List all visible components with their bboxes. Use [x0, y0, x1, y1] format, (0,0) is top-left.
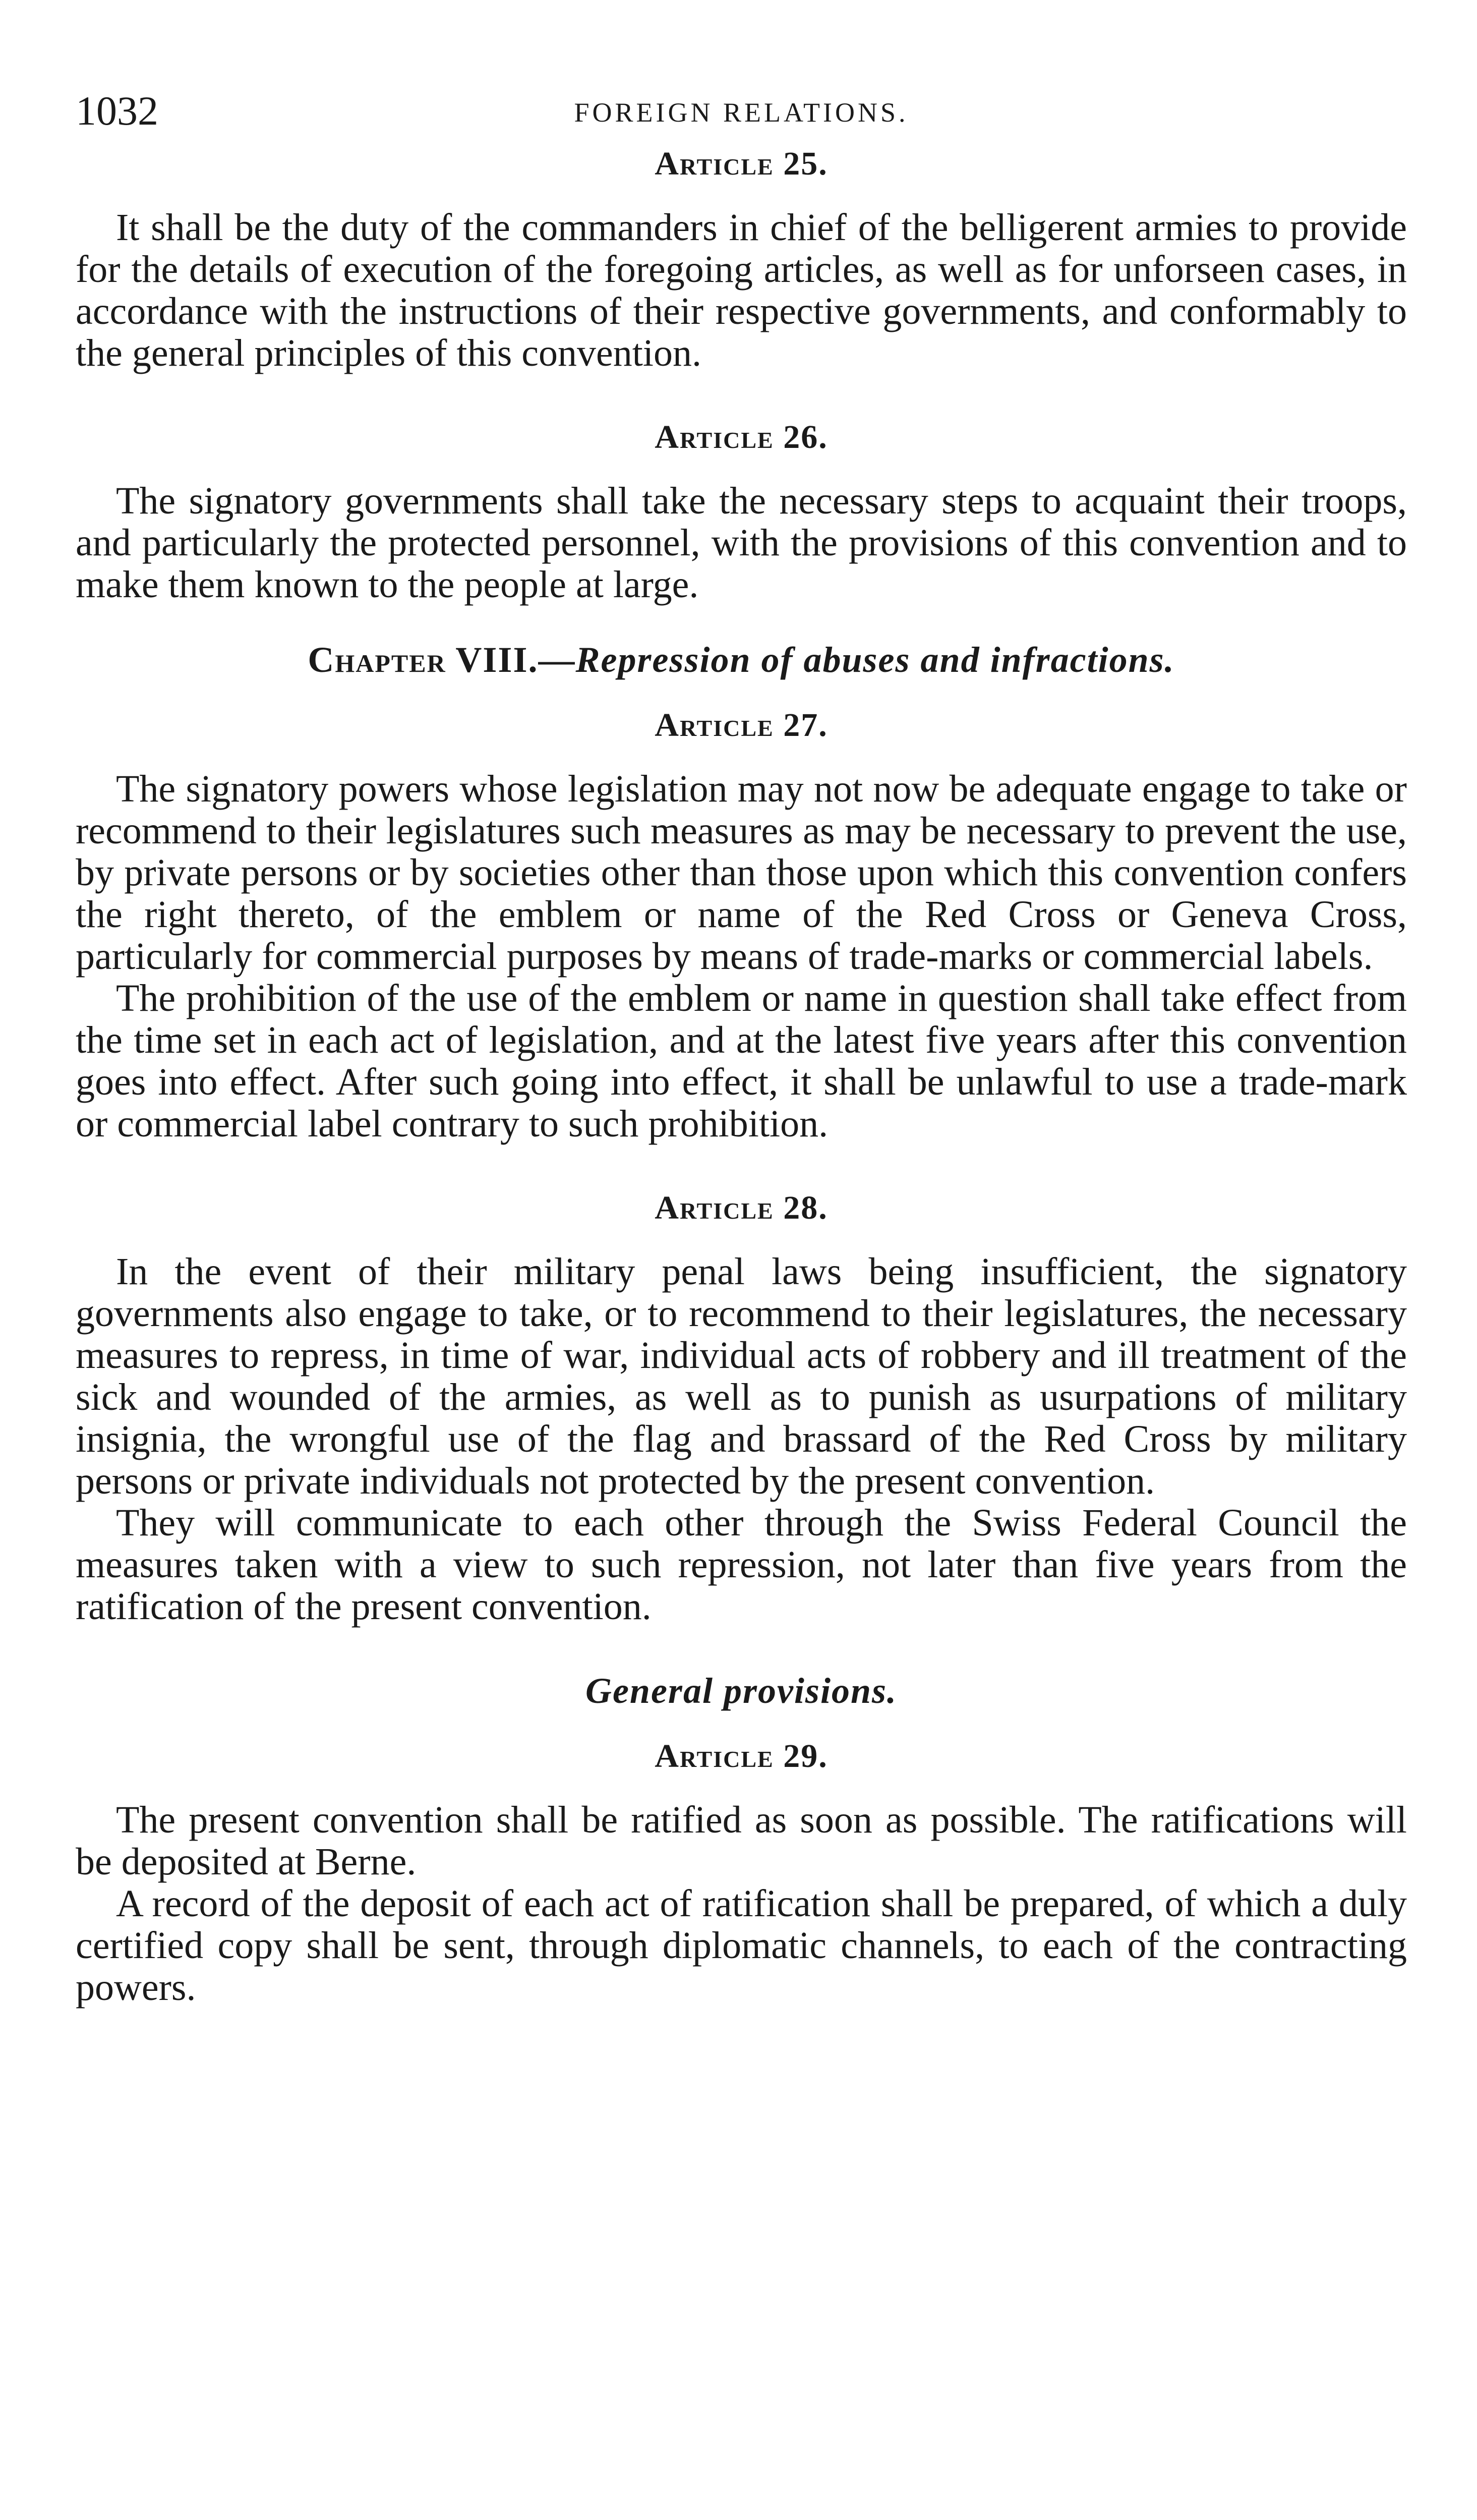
- general-provisions-heading: General provisions.: [585, 1671, 898, 1711]
- article-25-heading: Article 25.: [655, 145, 828, 182]
- article-28-paragraph-1: In the event of their military penal laws being insufficient, the signatory governments also engage to take, or to recommend to their legislatures, the necessary measures to repress, in time of war, individual acts of robbery and ill treatment of the sick and wounded of the armies, as well as to punish as usurpations of military insignia, the wrongful use of the flag and brassard of the Red Cross by military persons or private individuals not protected by the present convention.: [76, 1250, 1407, 1502]
- article-28-paragraph-2: They will communicate to each other through the Swiss Federal Council the measures taken with a view to such repression, not later than five years from the ratification of the present convention.: [76, 1502, 1407, 1628]
- article-29-heading: Article 29.: [655, 1738, 828, 1774]
- running-head-title: FOREIGN RELATIONS.: [574, 97, 909, 128]
- page-number: 1032: [76, 88, 158, 134]
- article-29-paragraph-2: A record of the deposit of each act of ratification shall be prepared, of which a duly certified copy shall be sent, through diplomatic channels, to each of the contracting powers.: [76, 1882, 1407, 2009]
- chapter-viii-heading: [76, 637, 1407, 682]
- chapter-viii-label: Chapter VIII.—: [308, 640, 576, 680]
- article-25-paragraph-1: It shall be the duty of the commanders in chief of the belligerent armies to provide for the details of execution of the foregoing articles, as well as for unforseen cases, in accordance with the instructions of their respective governments, and conformably to the general principles of this convention.: [76, 206, 1407, 374]
- article-26-heading: Article 26.: [655, 419, 828, 455]
- running-head: [76, 86, 1407, 141]
- article-28-heading: Article 28.: [655, 1189, 828, 1226]
- article-26-paragraph-1: The signatory governments shall take the necessary steps to acquaint their troops, and particularly the protected personnel, with the provisions of this convention and to make them known to the people at large.: [76, 480, 1407, 606]
- document-page: [76, 86, 1407, 2009]
- chapter-viii-subtitle: Repression of abuses and infractions.: [575, 640, 1175, 680]
- article-27-heading: Article 27.: [655, 707, 828, 743]
- article-27-paragraph-2: The prohibition of the use of the emblem or name in question shall take effect from the time set in each act of legislation, and at the latest five years after this convention goes into effect. After such going into effect, it shall be unlawful to use a trade-mark or commercial label contrary to such prohibition.: [76, 977, 1407, 1145]
- article-27-paragraph-1: The signatory powers whose legislation may not now be adequate engage to take or recommend to their legislatures such measures as may be necessary to prevent the use, by private persons or by societies other than those upon which this convention confers the right thereto, of the emblem or name of the Red Cross or Geneva Cross, particularly for commercial purposes by means of trade-marks or commercial labels.: [76, 768, 1407, 978]
- article-29-paragraph-1: The present convention shall be ratified as soon as possible. The ratifications will be deposited at Berne.: [76, 1799, 1407, 1883]
